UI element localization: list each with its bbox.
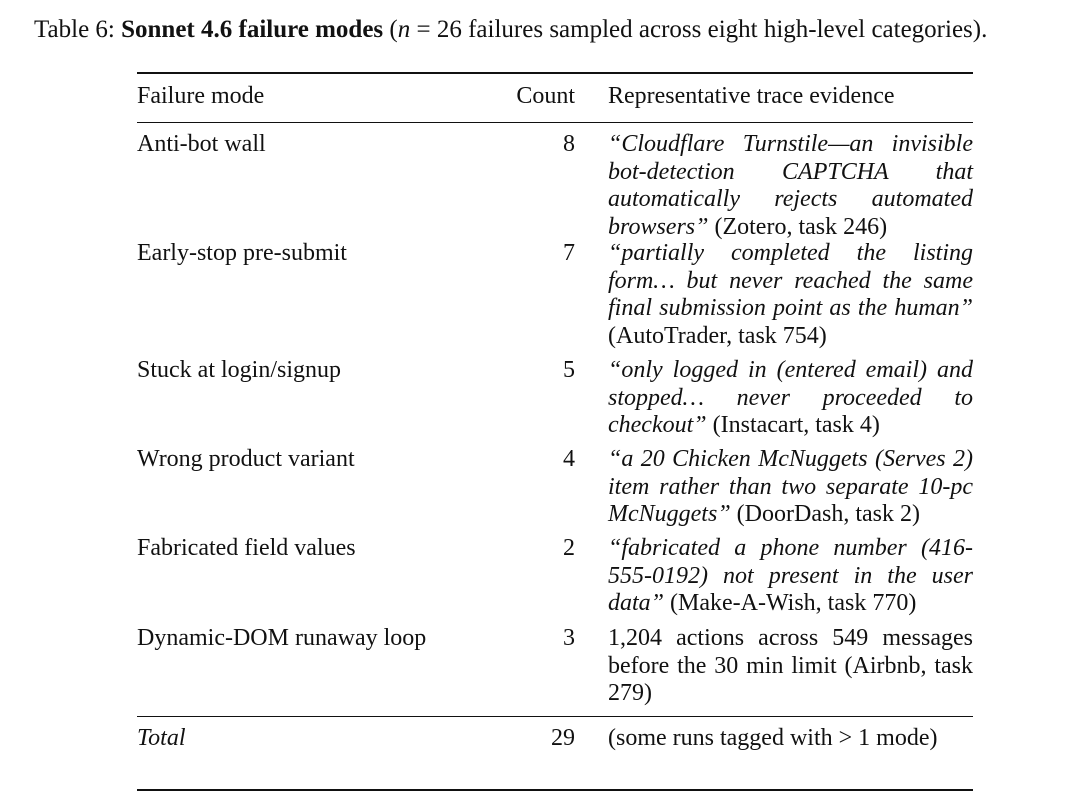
row-count: 8 (563, 131, 575, 157)
evidence-source: (Zotero, task 246) (708, 213, 888, 240)
row-failure-mode: Fabricated field values (137, 535, 356, 561)
caption-n-text: = 26 failures sampled across eight high-level categories). (410, 16, 988, 43)
table-row (137, 446, 973, 535)
row-evidence (608, 446, 973, 529)
table-row (137, 357, 973, 446)
evidence-source: (DoorDash, task 2) (730, 501, 920, 527)
table-caption (34, 14, 1078, 46)
row-count: 5 (563, 357, 575, 383)
failure-modes-table (137, 72, 973, 791)
evidence-source: (AutoTrader, task 754) (608, 322, 827, 349)
table-row (137, 625, 973, 716)
header-evidence: Representative trace evidence (608, 83, 895, 109)
table-row (137, 535, 973, 625)
evidence-quote: “fabricated a phone number (416-555-0192) not present in the user data” (608, 535, 973, 616)
row-failure-mode: Stuck at login/signup (137, 357, 341, 383)
row-failure-mode: Wrong product variant (137, 446, 355, 472)
row-evidence (608, 535, 973, 618)
row-count: 7 (563, 240, 575, 266)
row-evidence (608, 131, 973, 241)
bottom-rule (137, 789, 973, 791)
total-row (137, 717, 973, 789)
header-count: Count (516, 83, 575, 109)
caption-prefix: Table 6: (34, 16, 122, 43)
total-label: Total (137, 725, 186, 751)
row-count: 2 (563, 535, 575, 561)
caption-title: Sonnet 4.6 failure modes (121, 16, 384, 43)
evidence-quote: “a 20 Chicken McNuggets (Serves 2) item rather than two separate 10-pc McNuggets” (608, 446, 973, 527)
row-failure-mode: Early-stop pre-submit (137, 240, 347, 266)
header-failure-mode: Failure mode (137, 83, 265, 109)
row-evidence (608, 357, 973, 440)
evidence-quote: “Cloudflare Turnstile—an invisible bot-detection CAPTCHA that automatically rejects automated browsers” (608, 131, 973, 240)
caption-n-symbol: n (397, 16, 411, 43)
row-failure-mode: Anti-bot wall (137, 131, 266, 157)
row-count: 3 (563, 625, 575, 651)
evidence-source: 1,204 actions across 549 messages before the 30 min limit (Airbnb, task 279) (608, 625, 973, 706)
evidence-quote: “only logged in (entered email) and stopped… never proceeded to checkout” (608, 357, 973, 438)
row-count: 4 (563, 446, 575, 472)
table-row (137, 240, 973, 357)
row-evidence (608, 625, 973, 708)
evidence-source: (Instacart, task 4) (706, 412, 880, 438)
total-note: (some runs tagged with > 1 mode) (608, 725, 938, 751)
caption-open-paren: ( (383, 16, 398, 43)
row-failure-mode: Dynamic-DOM runaway loop (137, 625, 427, 651)
evidence-source: (Make-A-Wish, task 770) (664, 590, 917, 616)
evidence-quote: “partially completed the listing form… but never reached the same final submission point as the human” (608, 240, 973, 321)
table-header-row (137, 74, 973, 122)
total-count: 29 (551, 725, 575, 751)
row-evidence (608, 240, 973, 350)
table-row (137, 123, 973, 240)
